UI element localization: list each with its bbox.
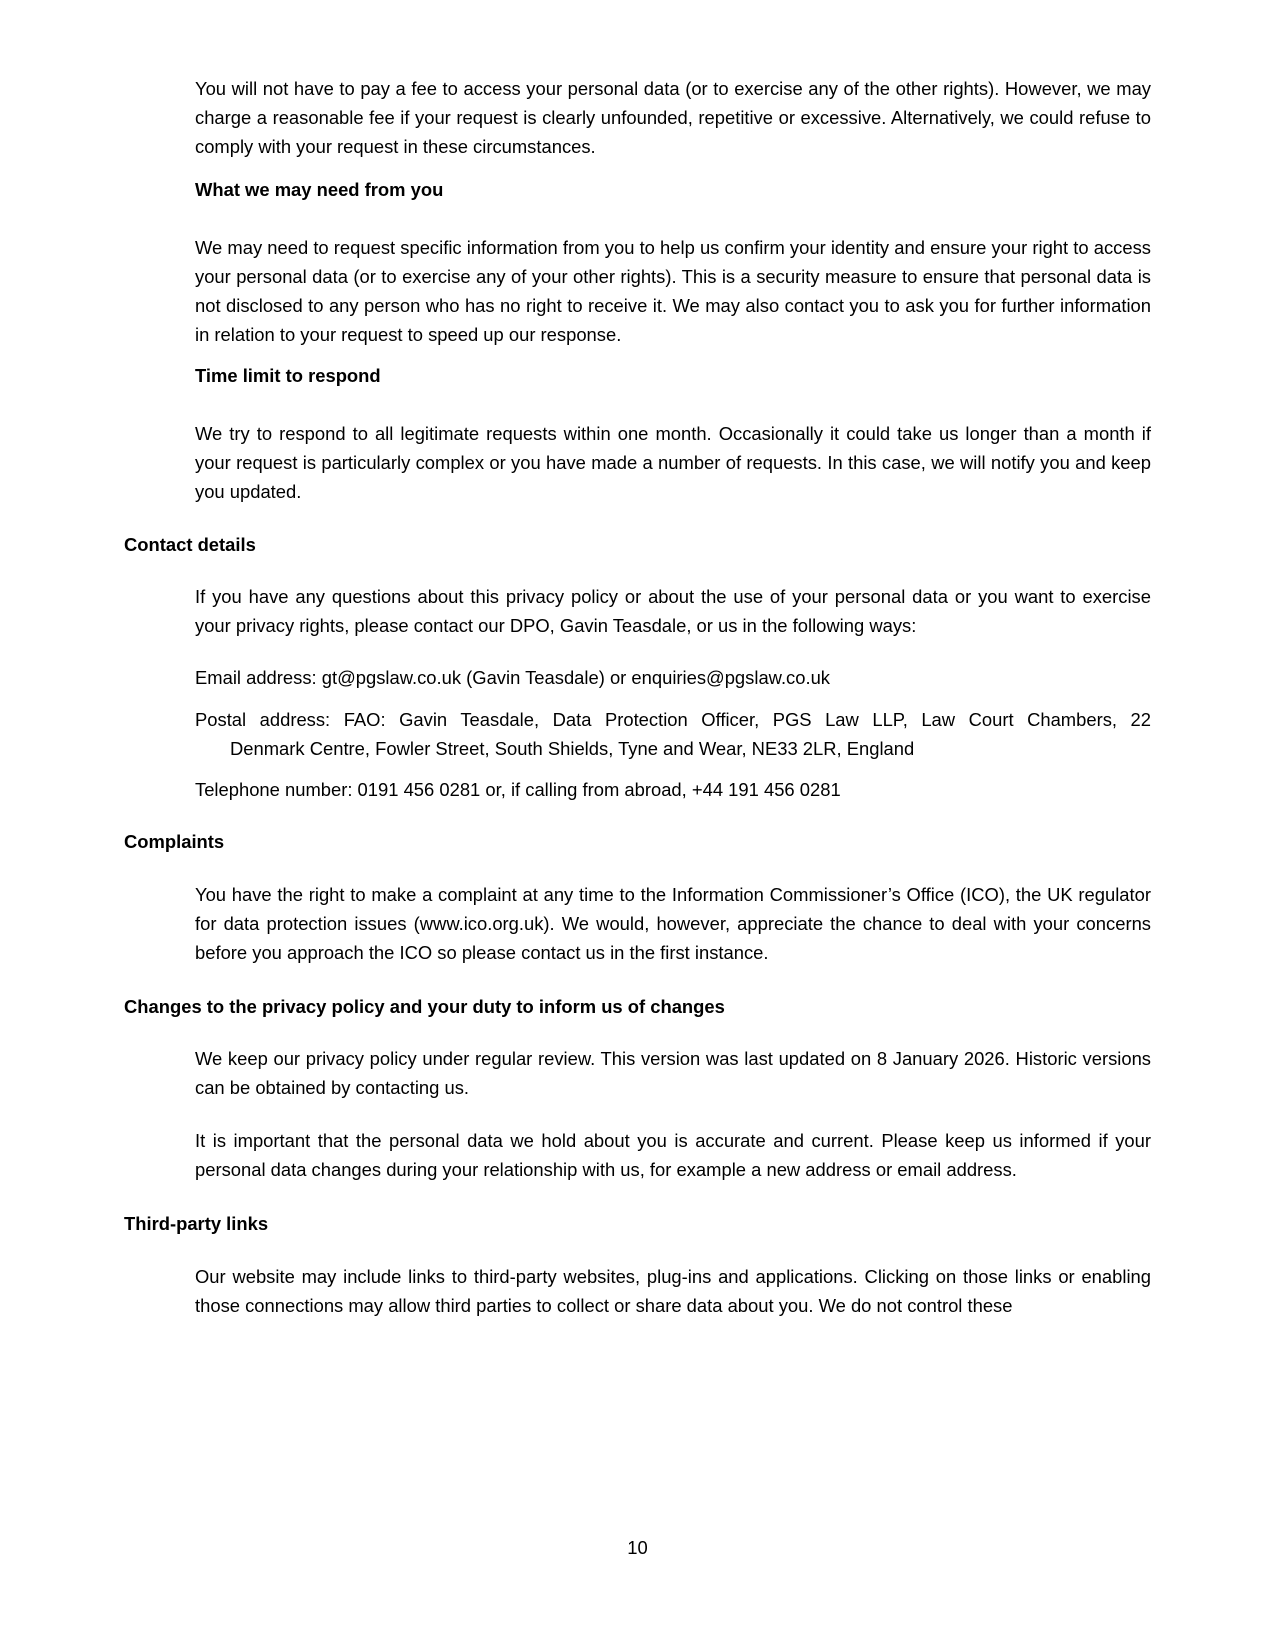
postal-address-line-1: Postal address: FAO: Gavin Teasdale, Data Protection Officer, PGS Law LLP, Law Court Chambers, 22 bbox=[195, 709, 1151, 730]
changes-paragraph-1: We keep our privacy policy under regular review. This version was last updated on 8 January 2026. Historic versions can be obtained by contacting us. bbox=[195, 1048, 1151, 1098]
third-party-links-paragraph: Our website may include links to third-party websites, plug-ins and applications. Clicking on those links or enabling those connections may allow third parties to collect or share data about you. We do not control these bbox=[195, 1266, 1151, 1316]
fee-paragraph: You will not have to pay a fee to access your personal data (or to exercise any of the other rights). However, we may charge a reasonable fee if your request is clearly unfounded, repetitive or excessive. Alternatively, we could refuse to comply with your request in these circumstances. bbox=[195, 78, 1151, 157]
complaints-paragraph: You have the right to make a complaint at any time to the Information Commissioner’s Office (ICO), the UK regulator for data protection issues (www.ico.org.uk). We would, however, appreciate the chance to deal with your concerns before you approach the ICO so please contact us in the first instance. bbox=[195, 884, 1151, 963]
contact-email: Email address: gt@pgslaw.co.uk (Gavin Teasdale) or enquiries@pgslaw.co.uk bbox=[195, 667, 831, 688]
changes-heading: Changes to the privacy policy and your duty to inform us of changes bbox=[124, 996, 725, 1017]
time-limit-paragraph: We try to respond to all legitimate requests within one month. Occasionally it could take us longer than a month if your request is particularly complex or you have made a number of requests. In this case, we will notify you and keep you updated. bbox=[195, 423, 1151, 502]
page-number: 10 bbox=[627, 1537, 648, 1558]
time-limit-heading: Time limit to respond bbox=[195, 365, 381, 386]
complaints-heading: Complaints bbox=[124, 831, 225, 852]
contact-details-heading: Contact details bbox=[124, 534, 256, 555]
contact-telephone: Telephone number: 0191 456 0281 or, if calling from abroad, +44 191 456 0281 bbox=[195, 779, 841, 800]
contact-postal-address bbox=[195, 705, 1151, 763]
postal-address-line-2: Denmark Centre, Fowler Street, South Shields, Tyne and Wear, NE33 2LR, England bbox=[230, 738, 915, 759]
what-we-need-paragraph: We may need to request specific information from you to help us confirm your identity and ensure your right to access your personal data (or to exercise any of your other rights). This is a security measure to ensure that personal data is not disclosed to any person who has no right to receive it. We may also contact you to ask you for further information in relation to your request to speed up our response. bbox=[195, 237, 1151, 345]
third-party-links-heading: Third-party links bbox=[124, 1213, 269, 1234]
what-we-need-heading: What we may need from you bbox=[195, 179, 444, 200]
changes-paragraph-2: It is important that the personal data we hold about you is accurate and current. Please keep us informed if your personal data changes during your relationship with us, for example a new address or email address. bbox=[195, 1130, 1151, 1180]
contact-intro-paragraph: If you have any questions about this privacy policy or about the use of your personal data or you want to exercise your privacy rights, please contact our DPO, Gavin Teasdale, or us in the following ways: bbox=[195, 586, 1151, 636]
